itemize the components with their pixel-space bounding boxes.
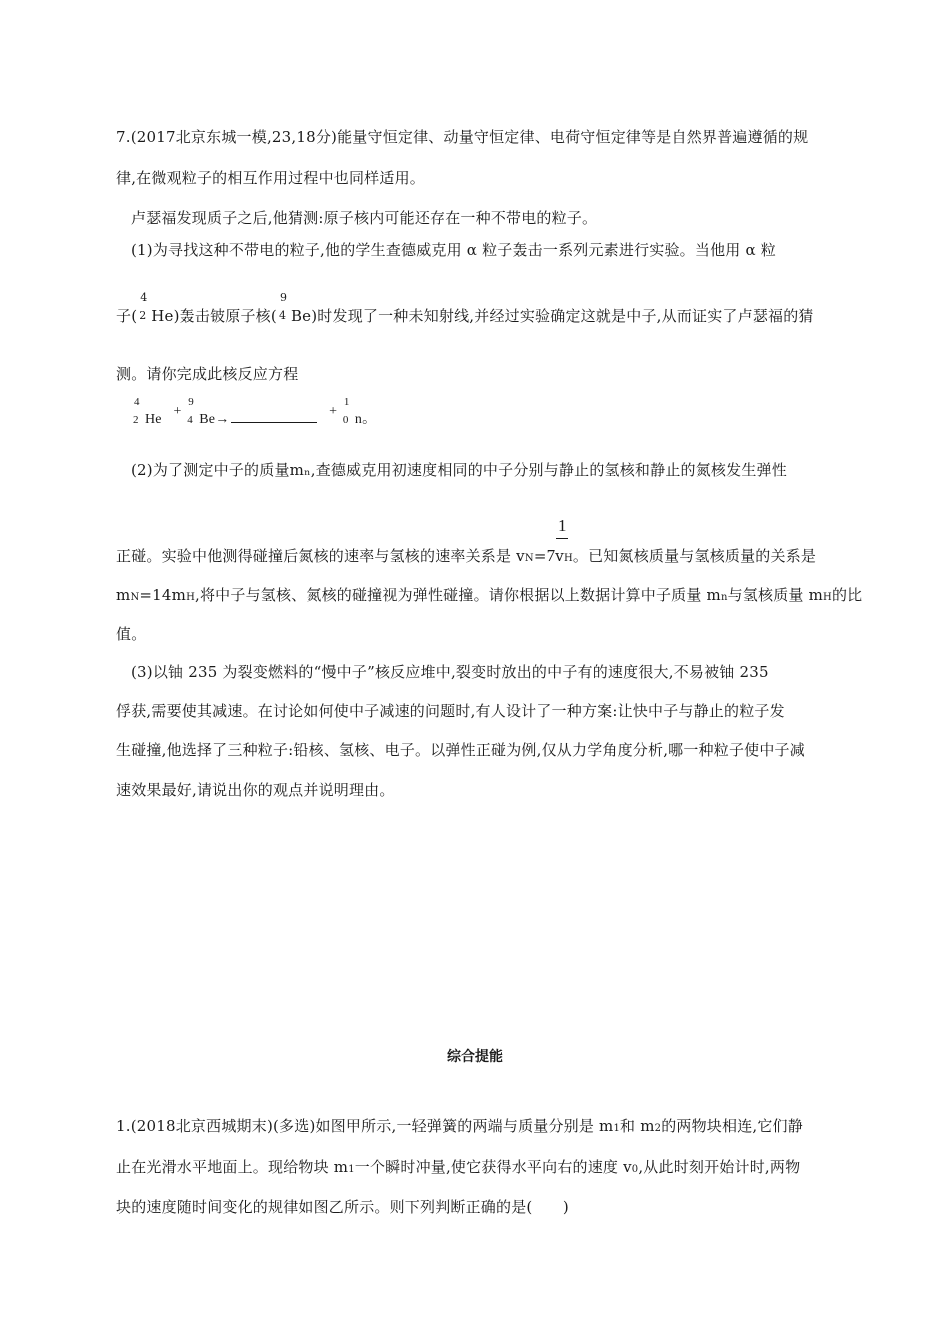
q7-part1-text-c: Be)时发现了一种未知射线,并经过实验确定这就是中子,从而证实了卢瑟福的猜 <box>290 307 814 325</box>
nuclear-equation: 4 2 He + 9 4 Be→ + 1 0 n。 <box>131 410 376 430</box>
q7-part1-text-b: He)轰击铍原子核( <box>151 307 277 325</box>
eq-plus-2: + <box>329 404 338 419</box>
q7-part2-line-2: 正碰。实验中他测得碰撞后氮核的速率与氢核的速率关系是 vN=7vH。已知氮核质量与氢核质量的关系是 <box>116 546 817 565</box>
q7-part1-line-1: (1)为寻找这种不带电的粒子,他的学生查德威克用 α 粒子轰击一系列元素进行实验。当他用 α 粒 <box>131 241 776 259</box>
q7-part2-line-1: (2)为了测定中子的质量mₙ,查德威克用初速度相同的中子分别与静止的氢核和静止的氮核发生弹性 <box>131 461 787 479</box>
fraction-denominator: 7 <box>546 546 556 565</box>
q7-part1-line-2 <box>116 291 814 326</box>
beryllium-nuclide-label: 9 4 <box>278 291 288 322</box>
fraction-bar <box>556 538 568 539</box>
q7-part3-line-3: 生碰撞,他选择了三种粒子:铅核、氢核、电子。以弹性正碰为例,仅从力学角度分析,哪一种粒子使中子减 <box>116 741 805 759</box>
eq-helium: 4 2 <box>133 396 140 426</box>
fraction-numerator: 1 <box>558 516 567 535</box>
q7-part1-text-a: 子( <box>116 307 138 325</box>
q7-part3-line-2: 俘获,需要使其减速。在讨论如何使中子减速的问题时,有人设计了一种方案:让快中子与静止的粒子发 <box>116 702 785 720</box>
q7-part1-line-3: 测。请你完成此核反应方程 <box>116 365 299 383</box>
q7-line-3: 卢瑟福发现质子之后,他猜测:原子核内可能还存在一种不带电的粒子。 <box>131 209 598 227</box>
q7-line-2: 律,在微观粒子的相互作用过程中也同样适用。 <box>116 169 425 187</box>
eq-beryllium: 9 4 <box>187 396 194 426</box>
q7-part2-line-4: 值。 <box>116 625 147 643</box>
eq-plus-1: + <box>173 404 182 419</box>
q1-line-3: 块的速度随时间变化的规律如图乙所示。则下列判断正确的是( ) <box>116 1198 569 1216</box>
section-title: 综合提能 <box>447 1049 503 1065</box>
q7-part2-line-3: mN=14mH,将中子与氢核、氮核的碰撞视为弹性碰撞。请你根据以上数据计算中子质量 mn与氢核质量 mH的比 <box>116 586 863 604</box>
q7-line-1: 7.(2017北京东城一模,23,18分)能量守恒定律、动量守恒定律、电荷守恒定律等是自然界普遍遵循的规 <box>116 128 809 146</box>
helium-nuclide-label: 4 2 <box>139 291 148 322</box>
answer-blank[interactable] <box>231 410 317 423</box>
eq-neutron: 1 0 <box>342 396 350 426</box>
q1-line-1: 1.(2018北京西城期末)(多选)如图甲所示,一轻弹簧的两端与质量分别是 m1和 m2的两物块相连,它们静 <box>116 1117 803 1135</box>
q7-part3-line-4: 速效果最好,请说出你的观点并说明理由。 <box>116 781 395 799</box>
q1-line-2: 止在光滑水平地面上。现给物块 m1一个瞬时冲量,使它获得水平向右的速度 v0,从此时刻开始计时,两物 <box>116 1158 801 1176</box>
q7-part3-line-1: (3)以铀 235 为裂变燃料的“慢中子”核反应堆中,裂变时放出的中子有的速度很大,不易被铀 235 <box>131 663 769 681</box>
